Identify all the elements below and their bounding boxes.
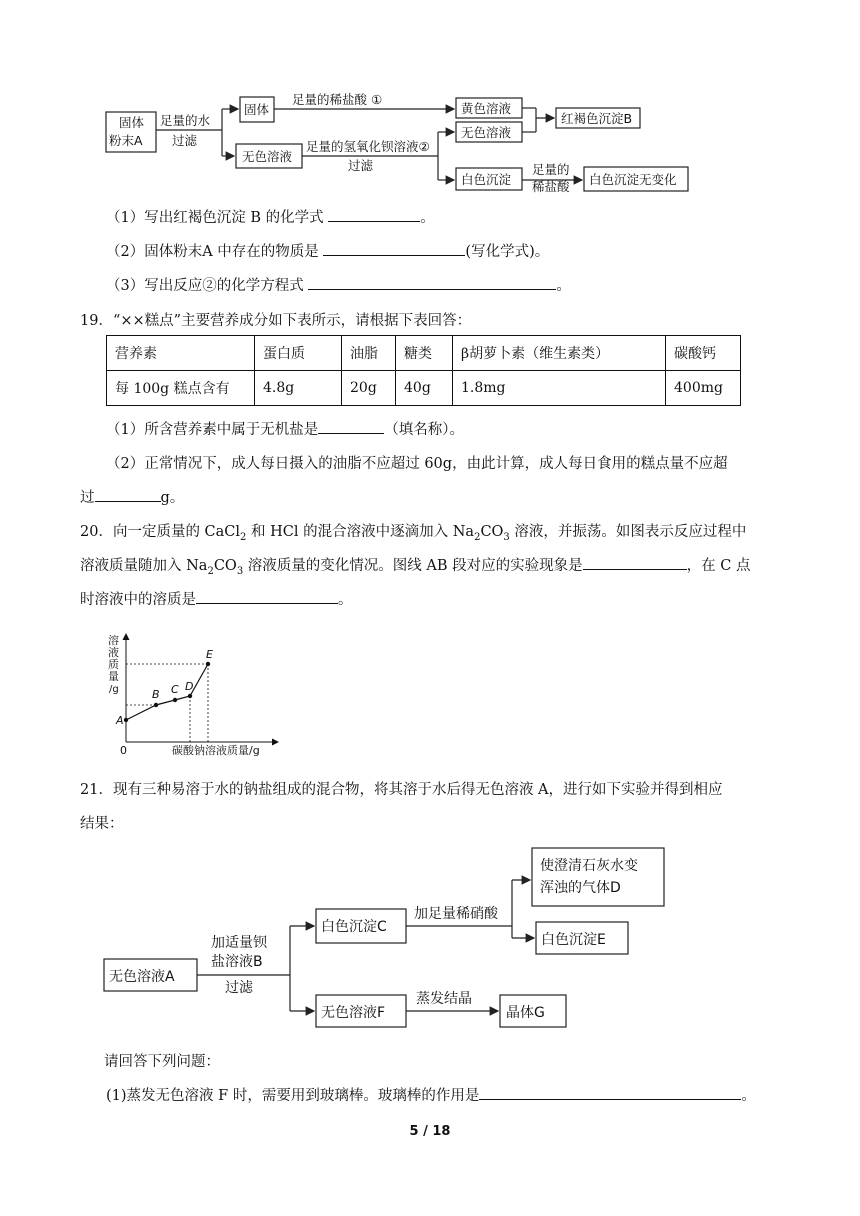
origin-label: 0: [120, 744, 127, 757]
label-colorless-solution: 无色溶液: [242, 149, 293, 164]
curve: [126, 664, 208, 720]
table-cell: 40g: [396, 371, 453, 406]
q21-stem-line2: 结果：: [80, 816, 124, 832]
q19-stem: 19．“××糕点”主要营养成分如下表所示，请根据下表回答：: [80, 313, 472, 329]
flow-diagram-sodium-salts: [0, 840, 860, 1040]
point-label-d: D: [185, 680, 194, 693]
y-axis-label: 液: [108, 646, 119, 659]
label-solution-f: 无色溶液F: [321, 1005, 386, 1021]
label-no-change: 白色沉淀无变化: [589, 172, 677, 187]
q20-line3: 时溶液中的溶质是 。: [80, 588, 353, 609]
label-hcl: 足量的稀盐酸 ①: [292, 92, 383, 107]
table-cell: 蛋白质: [255, 336, 342, 371]
label-white-ppt-c: 白色沉淀C: [321, 919, 387, 935]
table-cell: 碳酸钙: [666, 336, 741, 371]
answer-blank[interactable]: [196, 589, 338, 604]
q21-stem-line1: 21．现有三种易溶于水的钠盐组成的混合物，将其溶于水后得无色溶液 A，进行如下实验并得到相应: [80, 782, 723, 798]
page-number: 5 / 18: [409, 1124, 451, 1139]
table-header-row: [107, 336, 741, 371]
point-label-a: A: [116, 714, 124, 727]
label-reagent-l2: 盐溶液B: [211, 954, 263, 970]
table-cell: 4.8g: [255, 371, 342, 406]
q18-part2: （2）固体粉末A 中存在的物质是 (写化学式)。: [106, 240, 549, 261]
label-white-ppt-e: 白色沉淀E: [541, 932, 606, 948]
box-gas-d: [532, 848, 664, 906]
label-red-brown-ppt: 红褐色沉淀B: [561, 111, 633, 126]
q21-ask: 请回答下列问题：: [104, 1054, 220, 1070]
q20-line2: 溶液质量随加入 $Na_2CO_3$ 溶液质量的变化情况。图线 AB 段对应的实验现象是 ，在 C 点: [80, 554, 750, 577]
x-axis-label: 碳酸钠溶液质量/g: [172, 744, 260, 757]
y-axis-label: 量: [108, 670, 119, 683]
table-cell: 400mg: [666, 371, 741, 406]
label-solid: 固体: [244, 102, 270, 117]
q21-part1: (1)蒸发无色溶液 F 时，需要用到玻璃棒。玻璃棒的作用是 。: [106, 1084, 756, 1105]
q19-part1: （1）所含营养素中属于无机盐是 （填名称）。: [106, 418, 464, 439]
point-label-b: B: [152, 688, 160, 701]
label-filter: 过滤: [225, 980, 253, 996]
solution-mass-graph: [100, 630, 300, 760]
q18-part3: （3）写出反应②的化学方程式 。: [106, 274, 571, 295]
label-acid2-l1: 足量的: [532, 162, 570, 177]
answer-blank[interactable]: [318, 419, 384, 434]
point-label-e: E: [206, 648, 213, 661]
q19-part2-cont: 过 g。: [80, 486, 184, 507]
q18-part1: （1）写出红褐色沉淀 B 的化学式 。: [106, 206, 435, 227]
label-colorless-solution-2: 无色溶液: [461, 125, 512, 140]
table-cell: 营养素: [107, 336, 255, 371]
answer-blank[interactable]: [308, 275, 556, 290]
label-solution-a: 无色溶液A: [109, 969, 175, 985]
label-reagent-l1: 加适量钡: [211, 935, 267, 951]
label-baoh2: 足量的氢氧化钡溶液②: [306, 139, 430, 154]
answer-blank[interactable]: [323, 241, 465, 256]
q19-part2: （2）正常情况下，成人每日摄入的油脂不应超过 60g，由此计算，成人每日食用的糕点量不应超: [106, 456, 728, 472]
label-yellow-solution: 黄色溶液: [461, 101, 512, 116]
answer-blank[interactable]: [328, 207, 420, 222]
label-hno3: 加足量稀硝酸: [414, 906, 498, 922]
label-water: 足量的水: [160, 113, 211, 128]
label-evaporate: 蒸发结晶: [416, 991, 472, 1007]
label-filter: 过滤: [172, 133, 198, 148]
table-cell: β胡萝卜素（维生素类）: [453, 336, 666, 371]
flow-diagram-solid-powder: [0, 0, 860, 200]
label-solid-powder-l1: 固体: [119, 115, 145, 130]
answer-blank[interactable]: [583, 555, 687, 570]
table-cell: 糖类: [396, 336, 453, 371]
label-solid-powder-l2: 粉末A: [109, 133, 143, 148]
y-axis-label: /g: [109, 684, 119, 695]
table-cell: 1.8mg: [453, 371, 666, 406]
q20-line1: 20．向一定质量的 CaCl$_2$ 和 HCl 的混合溶液中逐滴加入 $Na_2CO_3$ 溶液，并振荡。如图表示反应过程中: [80, 524, 747, 543]
y-axis-label: 溶: [108, 634, 119, 647]
label-acid2-l2: 稀盐酸: [532, 179, 570, 194]
nutrition-table: [106, 335, 741, 406]
table-cell: 20g: [342, 371, 396, 406]
label-crystal-g: 晶体G: [506, 1005, 545, 1021]
label-white-ppt: 白色沉淀: [461, 172, 512, 187]
table-row: [107, 371, 741, 406]
table-cell: 每 100g 糕点含有: [107, 371, 255, 406]
label-gas-d-l2: 浑浊的气体D: [540, 880, 621, 896]
y-axis-label: 质: [108, 658, 119, 671]
table-cell: 油脂: [342, 336, 396, 371]
answer-blank[interactable]: [479, 1085, 741, 1100]
label-gas-d-l1: 使澄清石灰水变: [540, 858, 638, 874]
label-filter-2: 过滤: [348, 158, 374, 173]
point-label-c: C: [171, 683, 179, 696]
answer-blank[interactable]: [95, 487, 161, 502]
